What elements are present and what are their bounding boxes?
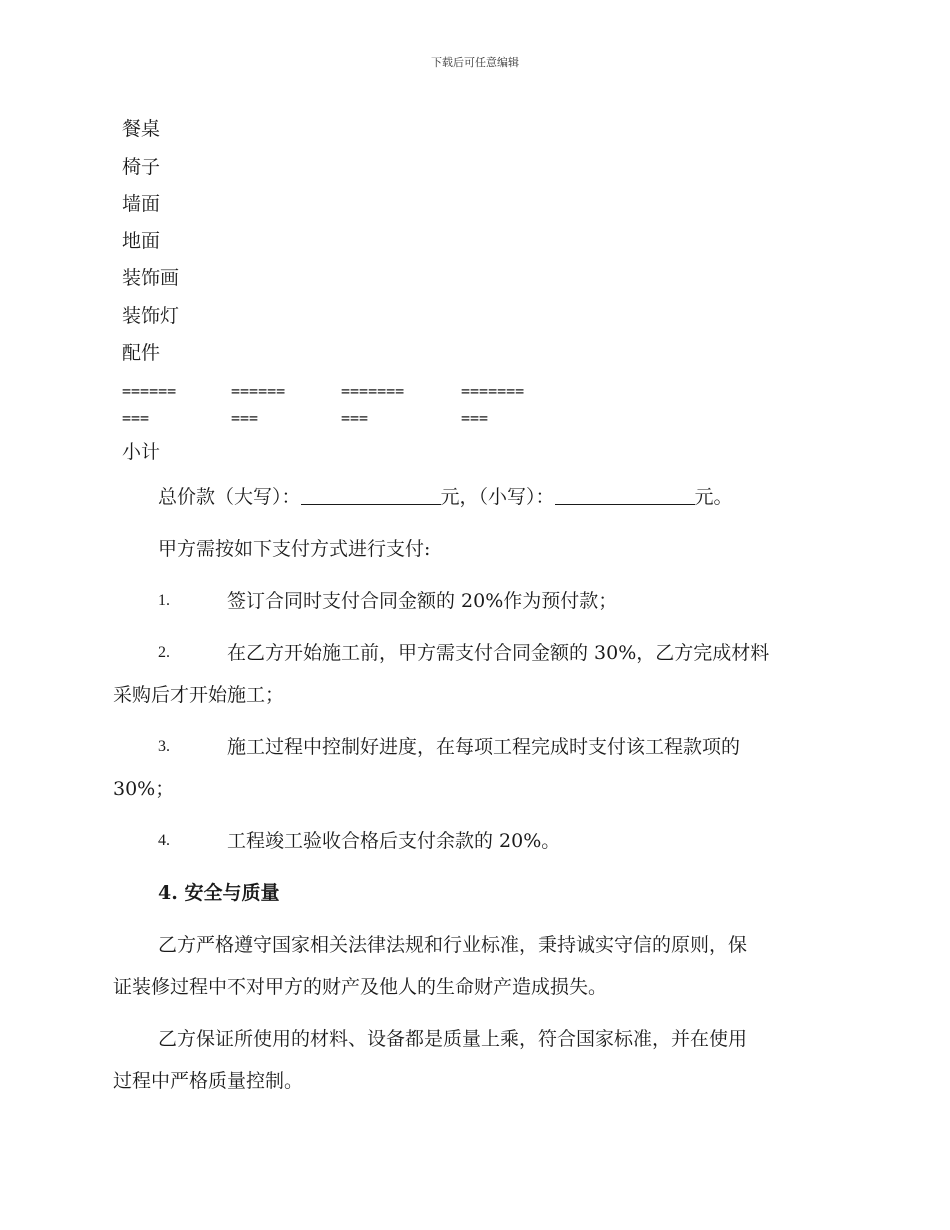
payment-text: 施工过程中控制好进度，在每项工程完成时支付该工程款项的 — [227, 736, 741, 758]
section-heading: 4. 安全与质量 — [158, 882, 280, 904]
separator: === — [341, 409, 369, 427]
paragraph-line: 乙方严格遵守国家相关法律法规和行业标准，秉持诚实守信的原则，保 — [158, 934, 748, 956]
separator: ======= — [461, 382, 525, 400]
item-wall: 墙面 — [122, 193, 161, 215]
payment-intro: 甲方需按如下支付方式进行支付: — [158, 538, 431, 560]
paragraph-line: 乙方保证所使用的材料、设备都是质量上乘，符合国家标准，并在使用 — [158, 1028, 748, 1050]
payment-text-continued: 采购后才开始施工； — [113, 684, 285, 706]
separator: === — [122, 409, 150, 427]
total-unit-1: 元，（小写）： — [440, 486, 555, 508]
payment-text: 工程竣工验收合格后支付余款的 20%。 — [227, 830, 561, 852]
page-header: 下载后可任意编辑 — [431, 56, 519, 69]
payment-text-continued: 30%； — [113, 778, 175, 800]
subtotal-label: 小计 — [122, 441, 161, 463]
payment-number: 1. — [158, 592, 170, 609]
separator: ======= — [341, 382, 405, 400]
blank-uppercase-amount — [301, 486, 441, 505]
payment-number: 2. — [158, 644, 170, 661]
payment-number: 4. — [158, 832, 170, 849]
item-floor: 地面 — [122, 230, 161, 252]
separator: ====== — [231, 382, 286, 400]
separator: === — [461, 409, 489, 427]
payment-text: 在乙方开始施工前，甲方需支付合同金额的 30%，乙方完成材料 — [227, 642, 770, 664]
item-accessories: 配件 — [122, 342, 161, 364]
payment-number: 3. — [158, 738, 170, 755]
payment-text: 签订合同时支付合同金额的 20%作为预付款； — [227, 590, 618, 612]
item-dining-table: 餐桌 — [122, 118, 161, 140]
item-chair: 椅子 — [122, 156, 161, 178]
separator: ====== — [122, 382, 177, 400]
separator: === — [231, 409, 259, 427]
total-unit-2: 元。 — [694, 486, 733, 508]
paragraph-line: 证装修过程中不对甲方的财产及他人的生命财产造成损失。 — [113, 976, 608, 998]
blank-numeric-amount — [555, 486, 695, 505]
total-price-line — [158, 484, 733, 510]
item-decorative-painting: 装饰画 — [122, 267, 180, 289]
item-decorative-lamp: 装饰灯 — [122, 305, 180, 327]
paragraph-line: 过程中严格质量控制。 — [113, 1070, 304, 1092]
total-label: 总价款（大写）： — [158, 486, 301, 508]
